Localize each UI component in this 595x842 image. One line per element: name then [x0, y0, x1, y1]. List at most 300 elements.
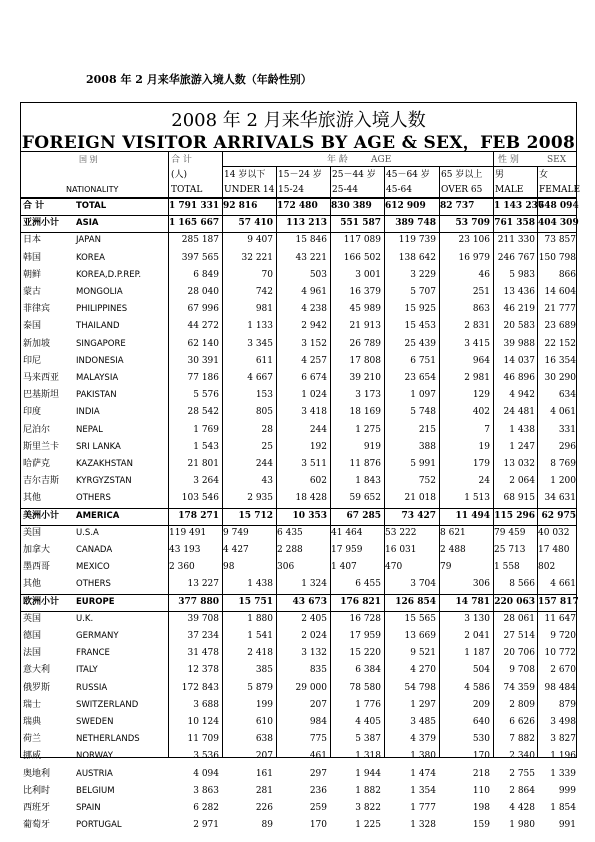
table-cell: 6 626	[509, 717, 535, 727]
table-cell: 28 061	[503, 613, 535, 624]
table-cell: 39 210	[349, 373, 381, 383]
table-cell: 16 979	[458, 252, 490, 263]
header-female-cn: 女	[539, 170, 549, 180]
table-cell: 602	[309, 476, 327, 487]
table-cell: 3 418	[301, 407, 327, 418]
table-cell: 23 106	[458, 235, 490, 246]
divider	[222, 166, 576, 167]
table-cell: 866	[558, 269, 576, 280]
table-cell: 28 040	[187, 287, 219, 297]
table-cell: 13 436	[503, 287, 535, 297]
country-name-en: SRI LANKA	[76, 441, 121, 452]
table-cell: 377 880	[178, 596, 219, 607]
table-row	[21, 542, 576, 559]
divider	[21, 508, 576, 509]
table-cell: 388	[418, 441, 436, 452]
header-country-cn: 国 别	[79, 155, 98, 164]
table-cell: 2 670	[550, 665, 576, 676]
table-cell: 2 971	[193, 820, 219, 831]
table-cell: 3 511	[301, 459, 327, 469]
country-name-cn: 韩国	[23, 252, 42, 263]
table-cell: 4 379	[410, 734, 436, 745]
table-cell: 3 485	[410, 717, 436, 727]
table-cell: 30 290	[544, 373, 576, 383]
country-name-cn: 奥地利	[23, 768, 51, 779]
table-cell: 504	[472, 665, 490, 676]
table-cell: 53 709	[455, 218, 490, 229]
table-cell: 98	[223, 562, 235, 573]
table-row	[21, 783, 576, 800]
header-total-cn: 合 计	[171, 155, 192, 165]
country-name-en: GERMANY	[76, 631, 119, 641]
table-cell: 59 652	[349, 493, 381, 504]
table-cell: 3 863	[193, 785, 219, 796]
table-cell: 12 378	[187, 665, 219, 676]
country-name-en: KOREA,D.P.REP.	[76, 269, 142, 280]
country-name-cn: 菲律宾	[23, 304, 51, 315]
table-cell: 119 739	[398, 235, 436, 246]
table-cell: 207	[255, 751, 273, 762]
table-row	[21, 370, 576, 387]
table-cell: 3 345	[247, 338, 273, 349]
country-name-en: NEPAL	[76, 424, 103, 435]
table-cell: 610	[255, 717, 273, 727]
country-name-en: U.S.A	[76, 527, 99, 538]
table-cell: 4 667	[247, 373, 273, 383]
table-cell: 43 673	[292, 596, 327, 607]
country-name-en: TOTAL	[76, 201, 107, 211]
table-cell: 775	[309, 734, 327, 745]
header-sex-cn: 性 别	[498, 155, 519, 165]
table-row	[21, 387, 576, 404]
table-cell: 16 379	[349, 287, 381, 297]
divider	[21, 594, 576, 595]
table-cell: 2 831	[464, 321, 490, 332]
table-cell: 46 219	[503, 304, 535, 315]
table-cell: 153	[255, 390, 273, 401]
table-cell: 16 728	[349, 613, 381, 624]
country-name-en: PAKISTAN	[76, 390, 117, 401]
table-cell: 98 484	[544, 682, 576, 693]
table-cell: 2 942	[301, 321, 327, 332]
table-cell: 9 708	[509, 665, 535, 676]
table-row	[21, 525, 576, 542]
table-cell: 1 354	[410, 785, 436, 796]
country-name-cn: 哈萨克	[23, 459, 51, 469]
table-cell: 220 063	[494, 596, 535, 607]
table-cell: 3 264	[193, 476, 219, 487]
table-cell: 6 384	[355, 665, 381, 676]
table-cell: 79 459	[494, 527, 526, 538]
country-name-cn: 德国	[23, 631, 42, 641]
table-cell: 4 961	[301, 287, 327, 297]
table-cell: 10 772	[544, 648, 576, 659]
table-cell: 113 213	[286, 218, 327, 229]
table-cell: 13 032	[503, 459, 535, 469]
table-cell: 18 428	[295, 493, 327, 504]
table-row	[21, 301, 576, 318]
country-name-en: NORWAY	[76, 751, 113, 762]
table-cell: 115 296	[494, 510, 535, 521]
table-cell: 1 438	[509, 424, 535, 435]
table-cell: 5 748	[410, 407, 436, 418]
country-name-en: AUSTRIA	[76, 768, 113, 779]
table-cell: 1 247	[509, 441, 535, 452]
table-cell: 3 130	[464, 613, 490, 624]
table-cell: 1 200	[550, 476, 576, 487]
table-cell: 20 583	[503, 321, 535, 332]
country-name-cn: 蒙古	[23, 287, 42, 297]
table-cell: 170	[472, 751, 490, 762]
table-cell: 23 654	[404, 373, 436, 383]
table-cell: 21 913	[349, 321, 381, 332]
table-cell: 638	[255, 734, 273, 745]
table-row	[21, 611, 576, 628]
table-cell: 119 491	[169, 527, 207, 538]
table-cell: 24	[478, 476, 490, 487]
table-row	[21, 267, 576, 284]
table-cell: 16 354	[544, 355, 576, 366]
table-cell: 166 502	[343, 252, 381, 263]
table-cell: 1 318	[355, 751, 381, 762]
table-cell: 209	[472, 699, 490, 710]
table-cell: 385	[255, 665, 273, 676]
header-age-en: AGE	[371, 155, 392, 165]
country-name-en: ASIA	[76, 218, 99, 229]
country-name-en: KYRGYZSTAN	[76, 476, 132, 487]
table-cell: 11 876	[349, 459, 381, 469]
country-name-en: MALAYSIA	[76, 373, 119, 383]
table-cell: 3 536	[193, 751, 219, 762]
statistics-table	[20, 102, 581, 831]
table-cell: 2 755	[509, 768, 535, 779]
table-cell: 8 621	[440, 527, 466, 538]
header-male-cn: 男	[495, 170, 505, 180]
table-cell: 11 647	[544, 613, 576, 624]
header-age-cn: 年 龄	[327, 155, 348, 165]
table-cell: 1 541	[247, 631, 273, 641]
table-cell: 1 944	[355, 768, 381, 779]
table-cell: 79	[440, 562, 452, 573]
table-cell: 44 272	[187, 321, 219, 332]
table-cell: 551 587	[340, 218, 381, 229]
table-cell: 159	[472, 820, 490, 831]
country-name-en: EUROPE	[76, 596, 115, 607]
table-cell: 25 439	[404, 338, 436, 349]
divider	[21, 215, 576, 216]
table-cell: 82 737	[440, 201, 475, 211]
table-cell: 8 566	[509, 579, 535, 590]
country-name-en: INDONESIA	[76, 355, 124, 366]
table-title-en: FOREIGN VISITOR ARRIVALS BY AGE & SEX，FEB 2008	[21, 133, 576, 153]
table-cell: 2 418	[247, 648, 273, 659]
table-cell: 73 427	[401, 510, 436, 521]
table-row	[21, 508, 576, 525]
table-cell: 2 064	[509, 476, 535, 487]
table-row	[21, 215, 579, 232]
table-row	[21, 766, 576, 783]
table-cell: 40 032	[538, 527, 570, 538]
table-cell: 1 324	[301, 579, 327, 590]
country-name-cn: 尼泊尔	[23, 424, 51, 435]
table-row	[21, 490, 576, 507]
table-cell: 297	[309, 768, 327, 779]
table-cell: 244	[255, 459, 273, 469]
table-title-cn: 2008 年 2 月来华旅游入境人数	[171, 110, 426, 131]
country-name-en: THAILAND	[76, 321, 120, 332]
header-age-group-en: OVER 65	[441, 185, 483, 195]
table-row	[21, 628, 576, 645]
table-row	[21, 232, 576, 249]
table-cell: 2 864	[509, 785, 535, 796]
table-cell: 1 024	[301, 390, 327, 401]
table-row	[21, 645, 576, 662]
table-cell: 176 821	[340, 596, 381, 607]
table-cell: 1 769	[193, 424, 219, 435]
header-female-en: FEMALE	[539, 185, 581, 195]
table-cell: 126 854	[395, 596, 436, 607]
table-cell: 470	[385, 562, 403, 573]
table-cell: 1 474	[410, 768, 436, 779]
table-cell: 62 140	[187, 338, 219, 349]
table-cell: 2 405	[301, 613, 327, 624]
country-name-en: SWEDEN	[76, 717, 114, 727]
table-cell: 39 708	[187, 613, 219, 624]
country-name-cn: 英国	[23, 613, 42, 624]
table-cell: 634	[558, 390, 576, 401]
table-cell: 984	[309, 717, 327, 727]
table-cell: 251	[472, 287, 490, 297]
table-cell: 9 720	[550, 631, 576, 641]
table-cell: 45 989	[349, 304, 381, 315]
table-cell: 964	[472, 355, 490, 366]
table-cell: 25 713	[494, 545, 526, 555]
table-cell: 10 353	[292, 510, 327, 521]
table-cell: 170	[309, 820, 327, 831]
table-cell: 3 229	[410, 269, 436, 280]
table-cell: 6 849	[193, 269, 219, 280]
table-cell: 74 359	[503, 682, 535, 693]
table-cell: 981	[255, 304, 273, 315]
table-cell: 92 816	[223, 201, 258, 211]
table-cell: 129	[472, 390, 490, 401]
table-cell: 4 270	[410, 665, 436, 676]
country-name-cn: 亚洲小计	[23, 218, 60, 229]
table-cell: 13 669	[404, 631, 436, 641]
table-cell: 53 222	[385, 527, 417, 538]
table-cell: 28	[261, 424, 273, 435]
table-cell: 11 709	[187, 734, 219, 745]
table-cell: 4 427	[223, 545, 249, 555]
table-cell: 2 981	[464, 373, 490, 383]
table-cell: 5 991	[410, 459, 436, 469]
table-cell: 1 880	[247, 613, 273, 624]
table-cell: 1 558	[494, 562, 520, 573]
table-cell: 9 749	[223, 527, 249, 538]
country-name-en: BELGIUM	[76, 785, 115, 796]
country-name-en: SPAIN	[76, 803, 101, 813]
country-name-cn: 加拿大	[23, 545, 51, 555]
country-name-en: FRANCE	[76, 648, 110, 659]
table-cell: 103 546	[181, 493, 219, 504]
table-cell: 15 846	[295, 235, 327, 246]
table-cell: 117 089	[343, 235, 381, 246]
country-name-cn: 美国	[23, 527, 42, 538]
table-cell: 192	[309, 441, 327, 452]
country-name-en: AMERICA	[76, 510, 120, 521]
table-cell: 57 410	[238, 218, 273, 229]
table-cell: 5 576	[193, 390, 219, 401]
table-cell: 17 808	[349, 355, 381, 366]
table-cell: 211 330	[497, 235, 535, 246]
divider	[21, 198, 576, 199]
table-cell: 1 980	[509, 820, 535, 831]
table-cell: 19	[478, 441, 490, 452]
table-cell: 17 959	[331, 545, 363, 555]
table-cell: 1 097	[410, 390, 436, 401]
country-name-cn: 新加坡	[23, 338, 51, 349]
table-cell: 281	[255, 785, 273, 796]
table-cell: 37 234	[187, 631, 219, 641]
table-row	[21, 439, 576, 456]
table-cell: 15 925	[404, 304, 436, 315]
table-cell: 3 688	[193, 699, 219, 710]
table-cell: 7 882	[509, 734, 535, 745]
table-cell: 67 996	[187, 304, 219, 315]
header-age-group-cn: 15－24 岁	[278, 170, 322, 180]
country-name-cn: 荷兰	[23, 734, 42, 745]
table-cell: 78 580	[349, 682, 381, 693]
country-name-en: OTHERS	[76, 493, 111, 504]
table-cell: 2 288	[277, 545, 303, 555]
table-row	[21, 250, 576, 267]
table-cell: 138 642	[398, 252, 436, 263]
table-row	[21, 748, 576, 765]
table-cell: 2 935	[247, 493, 273, 504]
table-cell: 1 328	[410, 820, 436, 831]
header-age-group-cn: 25－44 岁	[332, 170, 376, 180]
table-cell: 73 857	[544, 235, 576, 246]
table-cell: 8 769	[550, 459, 576, 469]
table-cell: 404 309	[538, 218, 579, 229]
country-name-en: JAPAN	[76, 235, 101, 246]
table-cell: 1 187	[464, 648, 490, 659]
table-cell: 161	[255, 768, 273, 779]
header-age-group-cn: 65 岁以上	[441, 170, 483, 180]
header-age-group-en: 15-24	[278, 185, 304, 195]
country-name-cn: 挪威	[23, 751, 42, 762]
table-cell: 6 751	[410, 355, 436, 366]
header-age-group-cn: 14 岁以下	[224, 170, 266, 180]
table-cell: 1 380	[410, 751, 436, 762]
table-cell: 1 513	[464, 493, 490, 504]
table-cell: 1 275	[355, 424, 381, 435]
table-cell: 3 173	[355, 390, 381, 401]
table-cell: 77 186	[187, 373, 219, 383]
table-cell: 802	[538, 562, 556, 573]
table-cell: 6 435	[277, 527, 303, 538]
table-cell: 830 389	[331, 201, 372, 211]
country-name-en: SWITZERLAND	[76, 699, 139, 710]
table-cell: 805	[255, 407, 273, 418]
table-cell: 236	[309, 785, 327, 796]
table-cell: 4 586	[464, 682, 490, 693]
table-cell: 14 037	[503, 355, 535, 366]
table-cell: 17 480	[538, 545, 570, 555]
table-row	[21, 680, 576, 697]
table-cell: 15 565	[404, 613, 436, 624]
table-row	[21, 714, 576, 731]
table-cell: 46	[478, 269, 490, 280]
country-name-cn: 泰国	[23, 321, 42, 332]
table-cell: 244	[309, 424, 327, 435]
table-cell: 259	[309, 803, 327, 813]
table-cell: 3 001	[355, 269, 381, 280]
table-row	[21, 697, 576, 714]
table-cell: 30 391	[187, 355, 219, 366]
table-cell: 6 455	[355, 579, 381, 590]
table-cell: 3 152	[301, 338, 327, 349]
country-name-en: MONGOLIA	[76, 287, 123, 297]
table-cell: 68 915	[503, 493, 535, 504]
table-cell: 863	[472, 304, 490, 315]
table-cell: 1 225	[355, 820, 381, 831]
table-cell: 611	[255, 355, 273, 366]
table-cell: 5 707	[410, 287, 436, 297]
table-cell: 761 358	[494, 218, 535, 229]
table-cell: 67 285	[346, 510, 381, 521]
table-cell: 89	[261, 820, 273, 831]
table-cell: 21 801	[187, 459, 219, 469]
table-row	[21, 559, 576, 576]
table-cell: 18 169	[349, 407, 381, 418]
country-name-cn: 马来西亚	[23, 373, 60, 383]
table-cell: 648 094	[538, 201, 579, 211]
table-cell: 1 843	[355, 476, 381, 487]
table-cell: 26 789	[349, 338, 381, 349]
table-cell: 296	[558, 441, 576, 452]
table-row	[21, 662, 576, 679]
table-cell: 16 031	[385, 545, 417, 555]
table-cell: 1 297	[410, 699, 436, 710]
country-name-en: KAZAKHSTAN	[76, 459, 133, 469]
table-row	[21, 404, 576, 421]
table-cell: 157 817	[538, 596, 579, 607]
table-row	[21, 336, 576, 353]
table-cell: 46 896	[503, 373, 535, 383]
table-cell: 6 282	[193, 803, 219, 813]
header-nationality: NATIONALITY	[66, 185, 119, 194]
country-name-en: KOREA	[76, 252, 105, 263]
table-cell: 215	[418, 424, 436, 435]
table-cell: 2 488	[440, 545, 466, 555]
table-cell: 6 674	[301, 373, 327, 383]
table-cell: 226	[255, 803, 273, 813]
table-row	[21, 198, 579, 215]
table-row	[21, 731, 576, 748]
header-male-en: MALE	[495, 185, 524, 195]
country-name-cn: 俄罗斯	[23, 682, 51, 693]
country-name-cn: 欧洲小计	[23, 596, 60, 607]
table-cell: 43	[261, 476, 273, 487]
table-row	[21, 800, 576, 817]
table-cell: 1 339	[550, 768, 576, 779]
table-cell: 2 041	[464, 631, 490, 641]
table-cell: 15 751	[238, 596, 273, 607]
table-cell: 27 514	[503, 631, 535, 641]
country-name-en: MEXICO	[76, 562, 110, 573]
table-cell: 43 193	[169, 545, 201, 555]
